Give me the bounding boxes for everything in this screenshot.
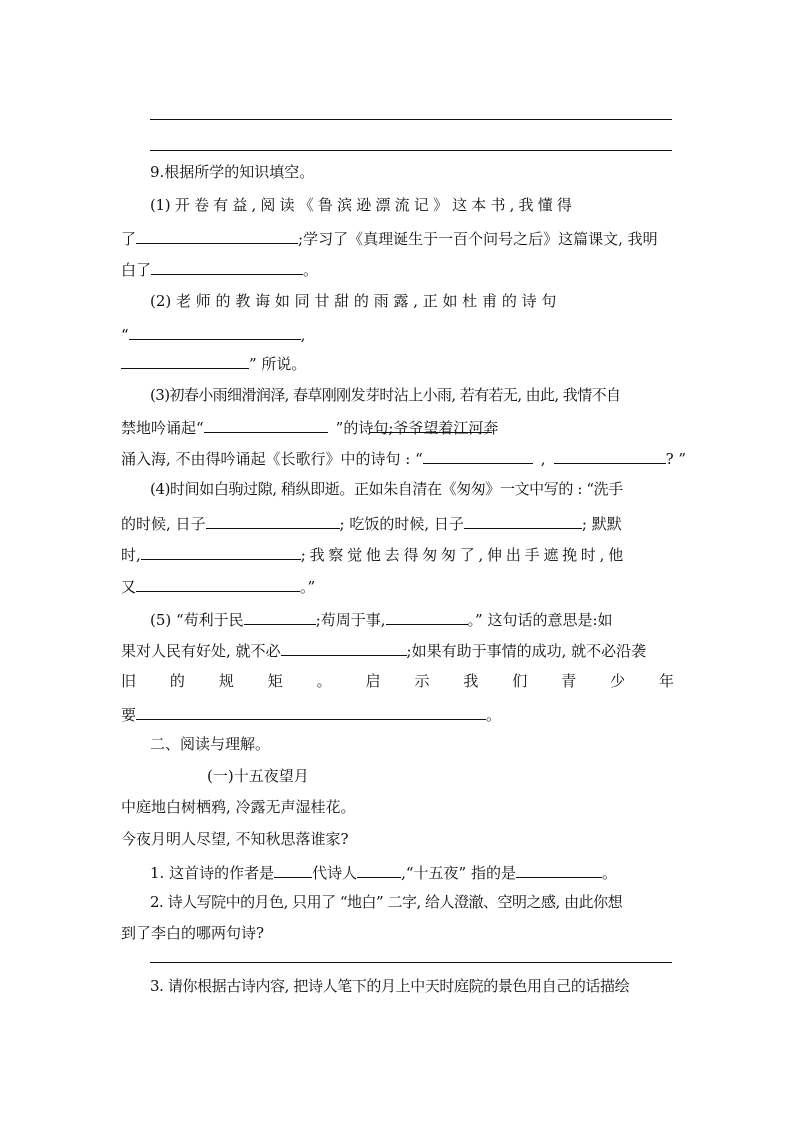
q9-part4-line1: (4)时间如白驹过隙, 稍纵即逝。正如朱自清在《匆匆》一文中写的 : “洗手 (150, 480, 623, 498)
char: 的 (169, 672, 185, 690)
q9-part1-line2 (121, 227, 658, 249)
text: 的时候, 日子 (121, 515, 206, 533)
answer-blank[interactable] (136, 575, 300, 592)
answer-blank[interactable] (141, 543, 301, 560)
answer-blank[interactable] (516, 861, 602, 878)
text: , (300, 326, 306, 344)
text: ;学习了《真理诞生于一百个问号之后》这篇课文, 我明 (298, 230, 658, 248)
answer-blank[interactable] (244, 608, 316, 625)
text: , (540, 450, 546, 468)
answer-line[interactable] (150, 962, 672, 963)
text: “ (121, 326, 129, 344)
q9-part2-line1: (2) 老 师 的 教 诲 如 同 甘 甜 的 雨 露 , 正 如 杜 甫 的 诗 句 (150, 292, 557, 310)
answer-blank[interactable] (357, 861, 401, 878)
answer-line[interactable] (150, 119, 672, 120)
q9-part3-line1: (3)初春小雨细滑润泽, 春草刚刚发芽时沾上小雨, 若有若无, 由此, 我情不自 (150, 386, 621, 404)
section-heading: 二、阅读与理解。 (150, 735, 271, 753)
text: 代诗人 (312, 864, 358, 882)
answer-blank[interactable] (151, 258, 303, 275)
text: 。 (486, 706, 502, 724)
answer-blank[interactable] (274, 861, 312, 878)
text: 时, (121, 546, 141, 564)
char: 少 (610, 672, 626, 690)
char: 示 (414, 672, 430, 690)
poem-line-1: 中庭地白树栖鸦, 冷露无声湿桂花。 (121, 798, 356, 816)
poem-title: (一)十五夜望月 (207, 767, 309, 785)
text: (5) “苟利于民 (150, 611, 244, 629)
answer-blank[interactable] (281, 639, 407, 656)
answer-blank[interactable] (136, 703, 486, 720)
char: 。 (316, 672, 332, 690)
answer-blank[interactable] (121, 352, 249, 369)
text: 。 (303, 261, 319, 279)
q9-part4-line2 (121, 512, 622, 534)
answer-line[interactable] (150, 150, 672, 151)
text: ;如果有助于事情的成功, 就不必沿袭 (406, 642, 647, 660)
text: ; 默默 (581, 515, 622, 533)
char: 启 (365, 672, 381, 690)
answer-blank[interactable] (386, 608, 468, 625)
q9-part4-line4 (121, 575, 315, 597)
text: 果对人民有好处, 就不必 (121, 642, 281, 660)
question-9-title: 9.根据所学的知识填空。 (150, 163, 315, 181)
reading-question-3-line1: 3. 请你根据古诗内容, 把诗人笔下的月上中天时庭院的景色用自己的话描绘 (150, 977, 630, 995)
q9-part4-line3 (121, 543, 623, 565)
text: 禁地吟诵起“ (121, 419, 204, 437)
answer-blank[interactable] (136, 227, 298, 244)
text: ? ” (665, 450, 687, 468)
text: 要 (121, 706, 137, 724)
answer-blank[interactable] (370, 416, 492, 433)
text: 了 (121, 230, 137, 248)
q9-part3-line3 (121, 447, 686, 469)
text: 。” 这句话的意思是:如 (467, 611, 613, 629)
char: 们 (512, 672, 528, 690)
text: ,“十五夜” 指的是 (401, 864, 516, 882)
text: 1. 这首诗的作者是 (150, 864, 275, 882)
q9-part5-line3 (121, 671, 674, 691)
text: ”的诗句;爷爷望着江河奔 (335, 419, 499, 437)
char: 旧 (121, 672, 137, 690)
reading-question-1 (150, 861, 617, 883)
reading-question-2-line1: 2. 诗人写院中的月色, 只用了 “地白” 二字, 给人澄澈、空明之感, 由此你想 (150, 893, 623, 911)
text: ; 吃饭的时候, 日子 (339, 515, 464, 533)
q9-part5-line4 (121, 703, 501, 725)
answer-blank[interactable] (423, 447, 533, 464)
char: 规 (218, 672, 234, 690)
text: 又 (121, 578, 137, 596)
text: ;苟周于事, (315, 611, 386, 629)
answer-blank[interactable] (129, 323, 301, 340)
answer-blank[interactable] (204, 416, 328, 433)
q9-part3-line2-blank2 (370, 416, 492, 438)
reading-question-2-line2: 到了李白的哪两句诗? (121, 924, 265, 942)
text: 涌入海, 不由得吟诵起《长歌行》中的诗句 : “ (121, 450, 423, 468)
text: ” 所说。 (249, 355, 307, 373)
text: 。” (300, 578, 316, 596)
char: 我 (463, 672, 479, 690)
q9-part2-line3 (121, 352, 306, 374)
q9-part1-line1: (1) 开 卷 有 益 , 阅 读 《 鲁 滨 逊 漂 流 记 》 这 本 书 , 我 懂 得 (150, 196, 572, 214)
q9-part5-line2 (121, 639, 646, 661)
text: ; 我 察 觉 他 去 得 匆 匆 了 , 伸 出 手 遮 挽 时 , 他 (300, 546, 623, 564)
poem-line-2: 今夜月明人尽望, 不知秋思落谁家? (121, 830, 349, 848)
q9-part5-line1 (150, 608, 613, 630)
text: 。 (601, 864, 617, 882)
char: 矩 (267, 672, 283, 690)
answer-blank[interactable] (206, 512, 340, 529)
text: 白了 (121, 261, 152, 279)
char: 青 (561, 672, 577, 690)
answer-blank[interactable] (464, 512, 582, 529)
answer-blank[interactable] (554, 447, 666, 464)
q9-part1-line3 (121, 258, 318, 280)
char: 年 (658, 672, 674, 690)
q9-part2-line2 (121, 323, 305, 345)
